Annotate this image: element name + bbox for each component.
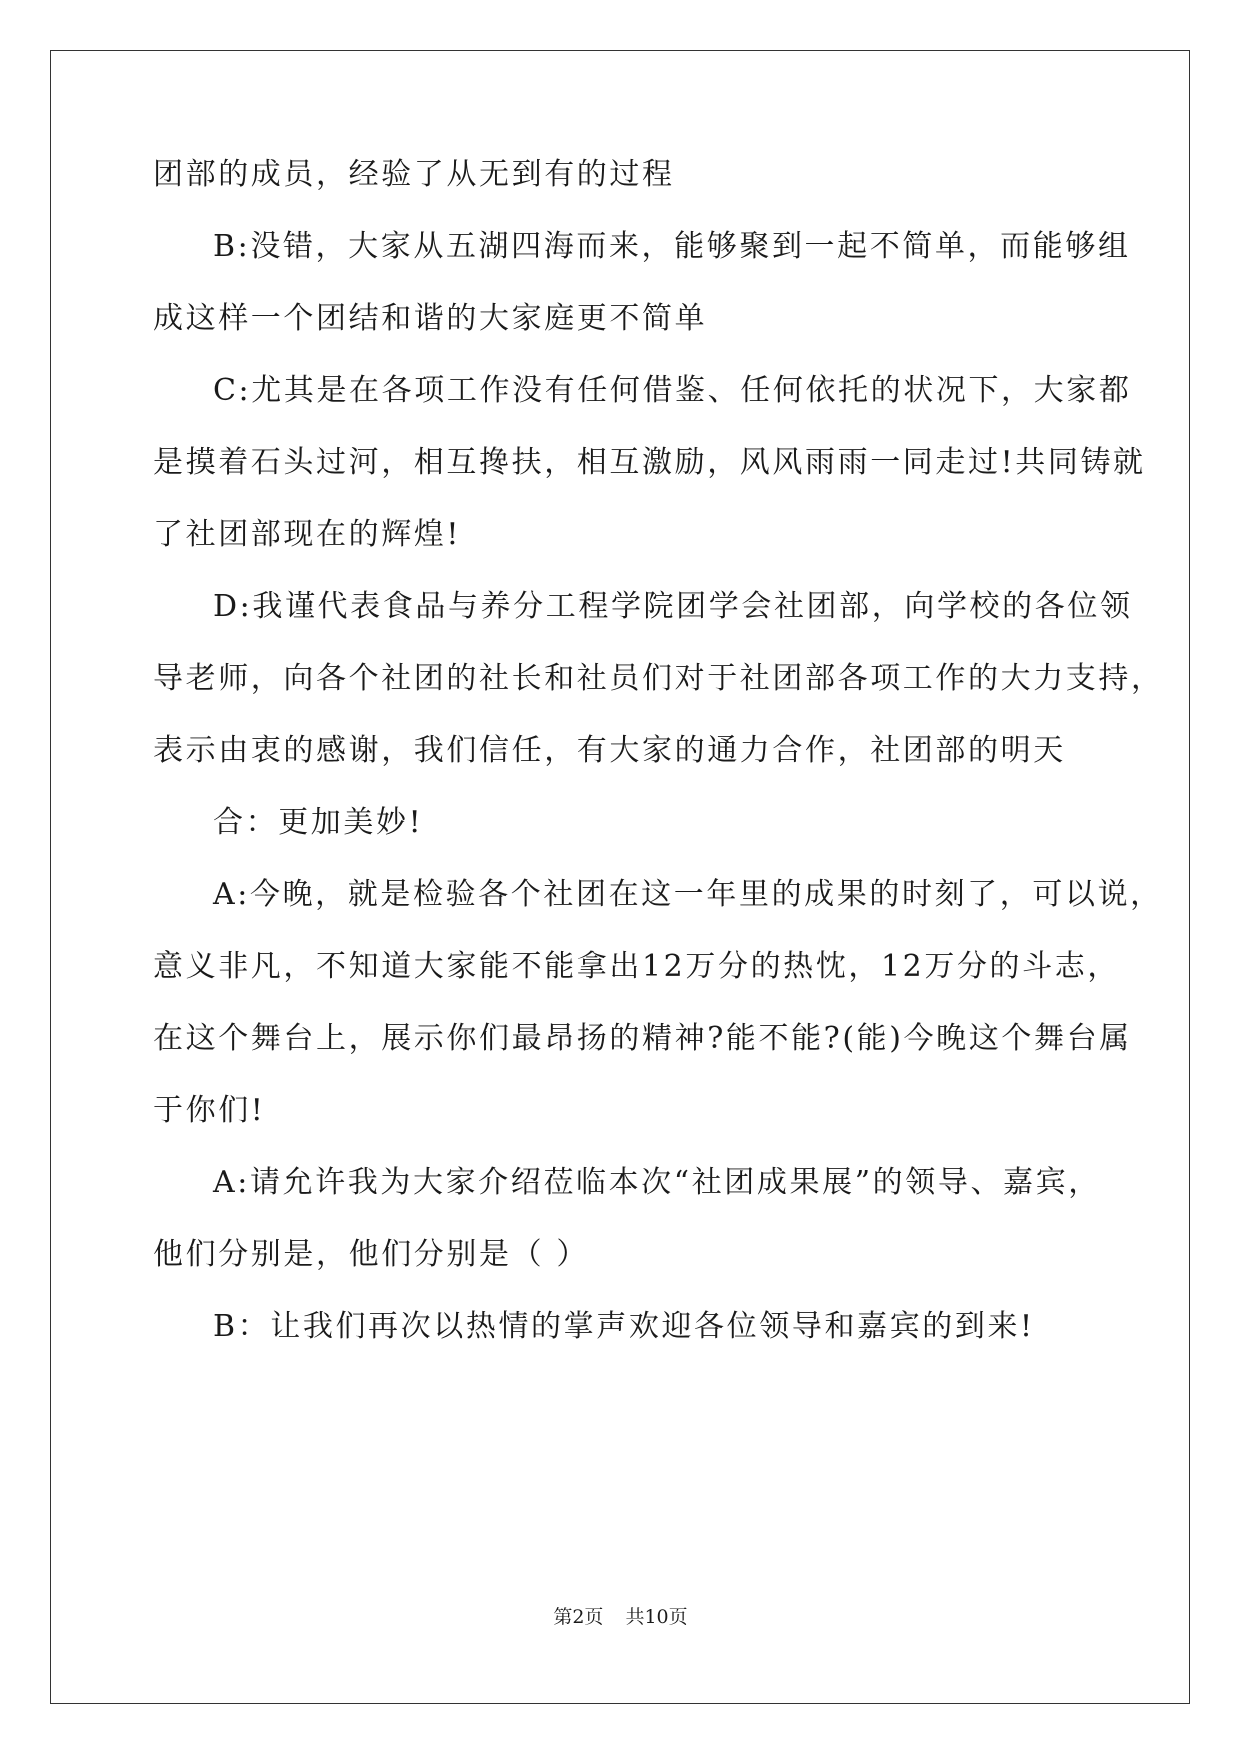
text-line: C:尤其是在各项工作没有任何借鉴、任何依托的状况下，大家都: [213, 373, 1132, 408]
page-number: 第2页: [553, 1606, 604, 1628]
text-line: 合：更加美妙!: [213, 805, 424, 840]
text-line: 团部的成员，经验了从无到有的过程: [153, 157, 675, 192]
text-line: 了社团部现在的辉煌!: [153, 517, 462, 552]
text-line: 导老师，向各个社团的社长和社员们对于社团部各项工作的大力支持，: [153, 661, 1164, 696]
text-line: A:今晚，就是检验各个社团在这一年里的成果的时刻了，可以说，: [213, 877, 1163, 912]
text-line: D:我谨代表食品与养分工程学院团学会社团部，向学校的各位领: [213, 589, 1133, 624]
text-line: 在这个舞台上，展示你们最昂扬的精神?能不能?(能)今晚这个舞台属: [153, 1021, 1132, 1056]
text-line: 于你们!: [153, 1093, 266, 1128]
text-line: B:没错，大家从五湖四海而来，能够聚到一起不简单，而能够组: [213, 229, 1131, 264]
text-line: 意义非凡，不知道大家能不能拿出12万分的热忱，12万分的斗志，: [153, 949, 1120, 984]
text-line: 是摸着石头过河，相互搀扶，相互激励，风风雨雨一同走过!共同铸就: [153, 445, 1146, 480]
page-footer: [0, 1605, 1241, 1629]
page-total: 共10页: [625, 1606, 688, 1628]
text-line: B：让我们再次以热情的掌声欢迎各位领导和嘉宾的到来!: [213, 1309, 1035, 1344]
text-line: 成这样一个团结和谐的大家庭更不简单: [153, 301, 708, 336]
text-line: 他们分别是，他们分别是（ ）: [153, 1237, 589, 1272]
text-line: A:请允许我为大家介绍莅临本次“社团成果展”的领导、嘉宾，: [213, 1165, 1101, 1200]
text-line: 表示由衷的感谢，我们信任，有大家的通力合作，社团部的明天: [153, 733, 1066, 768]
